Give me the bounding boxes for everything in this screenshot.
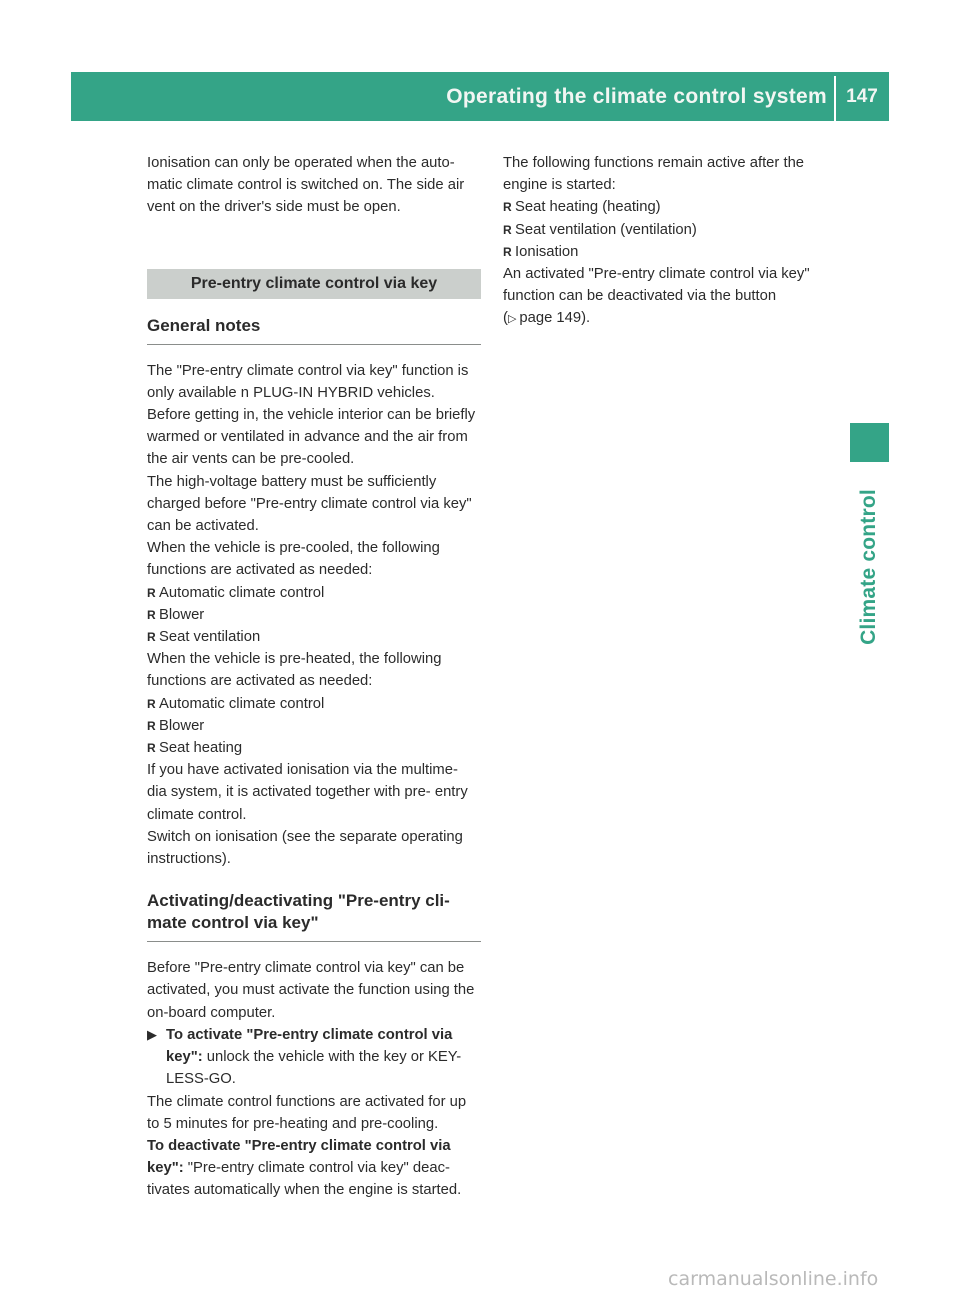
- bullet-icon: R: [147, 585, 156, 600]
- list-item: R Seat ventilation (ventilation): [503, 219, 833, 241]
- list-item: R Seat ventilation: [147, 626, 481, 648]
- general-paragraph: When the vehicle is pre-heated, the following functions are activated as needed:: [147, 651, 442, 690]
- subheading-general-notes: General notes: [147, 315, 481, 345]
- page-reference-link[interactable]: page 149).: [519, 310, 591, 327]
- section-title: Pre-entry climate control via key: [147, 269, 481, 299]
- right-column: [503, 152, 833, 331]
- bullet-icon: R: [503, 244, 512, 259]
- activate-paragraph: The climate control functions are activated for up to 5 minutes for pre-heating and pre-cooling.: [147, 1093, 467, 1132]
- page-header: [71, 72, 889, 121]
- subheading-activating: Activating/deactivating "Pre-entry cli- mate control via key": [147, 890, 481, 942]
- general-paragraph: Before getting in, the vehicle interior can be briefly warmed or ventilated in advance and the air from the air vents can be pre-cooled.: [147, 407, 476, 468]
- list-item: R Automatic climate control: [147, 582, 481, 604]
- right-paragraph: The following functions remain active after the engine is started:: [503, 155, 805, 194]
- bullet-icon: R: [147, 741, 156, 756]
- bullet-icon: R: [503, 200, 512, 215]
- deactivate-paragraph: To deactivate "Pre-entry climate control via key": "Pre-entry climate control via key" deac- tivates automatically when the engine is started.: [147, 1137, 462, 1199]
- list-item: R Seat heating (heating): [503, 196, 833, 218]
- activate-paragraph: Before "Pre-entry climate control via key" can be activated, you must activate the function using the on-board computer.: [147, 960, 475, 1021]
- intro-paragraph: Ionisation can only be operated when the auto- matic climate control is switched on. The side air vent on the driver's side must be open.: [147, 155, 465, 216]
- side-tab-marker: [850, 423, 889, 462]
- list-item: R Blower: [147, 715, 481, 737]
- right-paragraph: An activated "Pre-entry climate control via key" function can be deactivated via the button (▷ page 149).: [503, 266, 810, 327]
- left-column: [147, 152, 481, 1202]
- list-item: R Ionisation: [503, 241, 833, 263]
- bullet-icon: R: [147, 630, 156, 645]
- chapter-title: Operating the climate control system: [446, 85, 827, 108]
- bullet-icon: R: [147, 718, 156, 733]
- list-item: R Automatic climate control: [147, 693, 481, 715]
- general-paragraph: Switch on ionisation (see the separate operating instructions).: [147, 828, 463, 868]
- bullet-icon: R: [503, 222, 512, 237]
- page-number: 147: [846, 86, 878, 107]
- general-paragraph: If you have activated ionisation via the multime- dia system, it is activated together with pre- entry climate control.: [147, 762, 468, 823]
- list-item: R Seat heating: [147, 737, 481, 759]
- list-item: R Blower: [147, 604, 481, 626]
- step-arrow-icon: ▶: [147, 1026, 157, 1042]
- bullet-icon: R: [147, 607, 156, 622]
- page-reference-icon: ▷: [507, 313, 517, 326]
- general-paragraph: The "Pre-entry climate control via key" function is only available n PLUG-IN HYBRID vehicles.: [147, 362, 469, 401]
- watermark: carmanualsonline.info: [668, 1268, 879, 1290]
- instruction-step: ▶ To activate "Pre-entry climate control via key": unlock the vehicle with the key or KEY- LESS-GO.: [147, 1024, 481, 1091]
- header-divider: [834, 76, 836, 121]
- side-tab-label: Climate control: [857, 489, 880, 645]
- general-paragraph: When the vehicle is pre-cooled, the following functions are activated as needed:: [147, 540, 440, 579]
- bullet-icon: R: [147, 696, 156, 711]
- general-paragraph: The high-voltage battery must be sufficiently charged before "Pre-entry climate control via key" can be activated.: [147, 473, 472, 535]
